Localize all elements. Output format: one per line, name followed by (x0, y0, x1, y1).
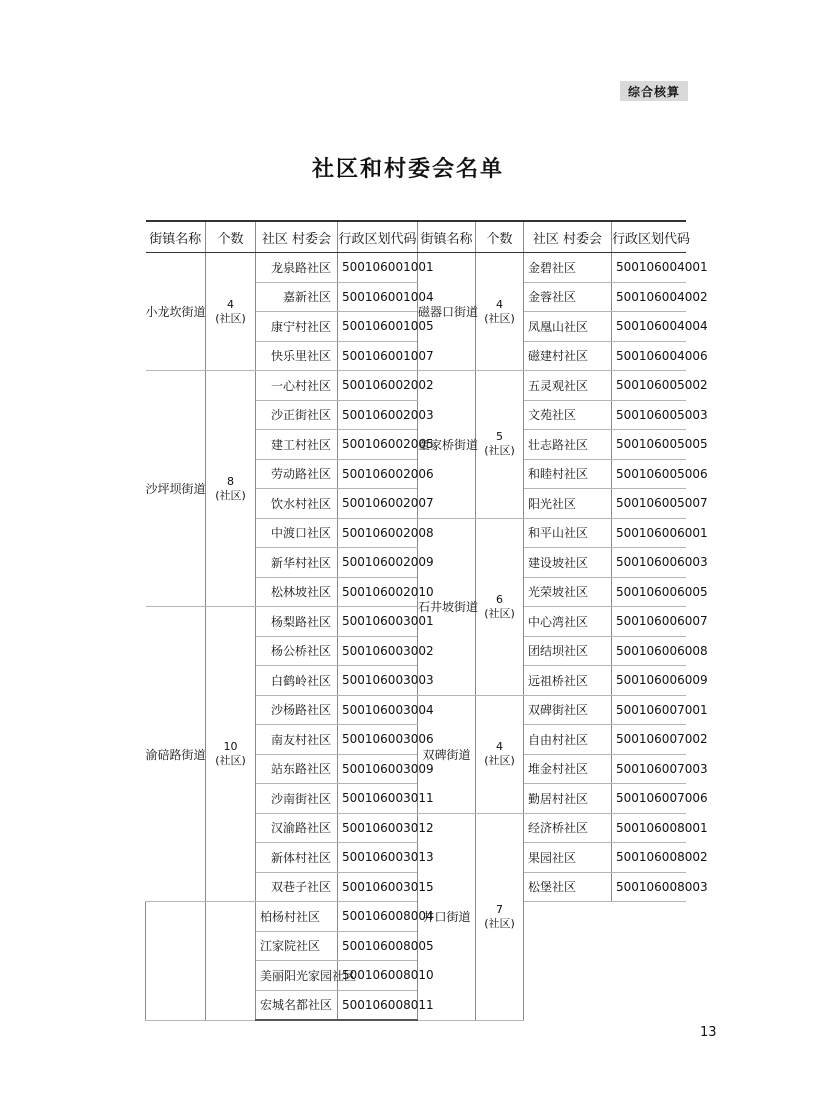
division-code: 500106006007 (612, 607, 686, 637)
count-unit: (社区) (484, 916, 515, 930)
street-name: 沙坪坝街道 (146, 371, 206, 607)
community-name: 五灵观社区 (524, 371, 612, 401)
division-code: 500106002010 (338, 577, 418, 607)
community-name: 江家院社区 (256, 931, 338, 961)
division-code: 500106003006 (338, 725, 418, 755)
street-name: 井口街道 (418, 813, 476, 1020)
division-code: 500106002005 (338, 430, 418, 460)
community-name: 团结坝社区 (524, 636, 612, 666)
community-name: 劳动路社区 (256, 459, 338, 489)
count-value: 8 (227, 474, 234, 488)
count-value: 6 (496, 592, 503, 606)
division-code: 500106003001 (338, 607, 418, 637)
header-code: 行政区划代码 (338, 221, 418, 253)
community-name: 美丽阳光家园社区 (256, 961, 338, 991)
division-code: 500106002002 (338, 371, 418, 401)
division-code: 500106001004 (338, 282, 418, 312)
header-street: 街镇名称 (146, 221, 206, 253)
section-badge: 综合核算 (620, 81, 688, 101)
count-unit: (社区) (484, 311, 515, 325)
division-code: 500106003002 (338, 636, 418, 666)
community-name: 中心湾社区 (524, 607, 612, 637)
community-name: 果园社区 (524, 843, 612, 873)
count-cell (476, 371, 524, 519)
division-code: 500106008002 (612, 843, 686, 873)
community-name: 柏杨村社区 (256, 902, 338, 932)
community-name: 松堡社区 (524, 872, 612, 902)
division-code: 500106003009 (338, 754, 418, 784)
division-code: 500106001005 (338, 312, 418, 342)
page-number: 13 (700, 1025, 717, 1040)
count-value: 10 (223, 740, 238, 753)
division-code: 500106002003 (338, 400, 418, 430)
table-row (146, 902, 686, 932)
street-name: 童家桥街道 (418, 371, 476, 519)
community-name: 壮志路社区 (524, 430, 612, 460)
count-unit: (社区) (215, 311, 246, 325)
community-name: 快乐里社区 (256, 341, 338, 371)
table-row (146, 253, 686, 283)
community-name: 松林坡社区 (256, 577, 338, 607)
street-name: 渝碚路街道 (146, 607, 206, 902)
division-code: 500106002006 (338, 459, 418, 489)
community-name: 中渡口社区 (256, 518, 338, 548)
community-name: 建工村社区 (256, 430, 338, 460)
division-code: 500106007001 (612, 695, 686, 725)
division-code: 500106001007 (338, 341, 418, 371)
division-code: 500106005005 (612, 430, 686, 460)
community-name: 嘉新社区 (256, 282, 338, 312)
community-name: 一心村社区 (256, 371, 338, 401)
table-row (146, 607, 686, 637)
community-name: 白鹤岭社区 (256, 666, 338, 696)
count-cell (206, 253, 256, 371)
community-name: 建设坡社区 (524, 548, 612, 578)
community-name: 宏城名都社区 (256, 990, 338, 1020)
community-name: 杨梨路社区 (256, 607, 338, 637)
division-code: 500106006008 (612, 636, 686, 666)
division-code: 500106008010 (338, 961, 418, 991)
community-name: 杨公桥社区 (256, 636, 338, 666)
count-unit: (社区) (484, 754, 515, 767)
community-name: 堆金村社区 (524, 754, 612, 784)
division-code: 500106005007 (612, 489, 686, 519)
community-name: 金碧社区 (524, 253, 612, 283)
count-cell (476, 813, 524, 1020)
community-name: 经济桥社区 (524, 813, 612, 843)
count-cell (476, 695, 524, 813)
division-code: 500106006001 (612, 518, 686, 548)
division-code: 500106008001 (612, 813, 686, 843)
community-name: 汉渝路社区 (256, 813, 338, 843)
division-code: 500106007002 (612, 725, 686, 755)
division-code: 500106006003 (612, 548, 686, 578)
community-name: 文苑社区 (524, 400, 612, 430)
street-name: 石井坡街道 (418, 518, 476, 695)
community-name: 沙正街社区 (256, 400, 338, 430)
count-cell (476, 253, 524, 371)
division-code: 500106002007 (338, 489, 418, 519)
table-header-row (146, 221, 686, 253)
community-name: 光荣坡社区 (524, 577, 612, 607)
division-code: 500106003011 (338, 784, 418, 814)
division-code: 500106002008 (338, 518, 418, 548)
empty-cell (206, 902, 256, 1021)
community-name: 站东路社区 (256, 754, 338, 784)
count-value: 7 (496, 902, 503, 916)
division-code: 500106007003 (612, 754, 686, 784)
count-cell (206, 607, 256, 902)
division-code: 500106008004 (338, 902, 418, 932)
community-name: 饮水村社区 (256, 489, 338, 519)
community-name: 凤凰山社区 (524, 312, 612, 342)
community-name: 康宁村社区 (256, 312, 338, 342)
division-code: 500106001001 (338, 253, 418, 283)
header-street-2: 街镇名称 (418, 221, 476, 253)
community-name: 南友村社区 (256, 725, 338, 755)
count-value: 4 (496, 740, 503, 753)
community-name: 金蓉社区 (524, 282, 612, 312)
table-row (146, 371, 686, 401)
count-value: 4 (227, 297, 234, 311)
division-code: 500106003015 (338, 872, 418, 902)
division-code: 500106005002 (612, 371, 686, 401)
division-code: 500106006009 (612, 666, 686, 696)
community-name: 双巷子社区 (256, 872, 338, 902)
division-code: 500106004002 (612, 282, 686, 312)
division-code: 500106005003 (612, 400, 686, 430)
community-name: 新体村社区 (256, 843, 338, 873)
community-name: 远祖桥社区 (524, 666, 612, 696)
division-code: 500106006005 (612, 577, 686, 607)
count-cell (476, 518, 524, 695)
division-code: 500106007006 (612, 784, 686, 814)
community-table (145, 220, 708, 1021)
street-name: 双碑街道 (418, 695, 476, 813)
division-code: 500106004006 (612, 341, 686, 371)
count-unit: (社区) (215, 754, 246, 767)
division-code: 500106008011 (338, 990, 418, 1020)
count-cell (206, 371, 256, 607)
page-title: 社区和村委会名单 (311, 156, 504, 182)
division-code: 500106008003 (612, 872, 686, 902)
division-code: 500106003004 (338, 695, 418, 725)
community-name: 龙泉路社区 (256, 253, 338, 283)
community-name: 和睦村社区 (524, 459, 612, 489)
header-code-2: 行政区划代码 (612, 221, 686, 253)
count-unit: (社区) (484, 606, 515, 620)
division-code: 500106004001 (612, 253, 686, 283)
division-code: 500106003012 (338, 813, 418, 843)
community-name: 和平山社区 (524, 518, 612, 548)
division-code: 500106004004 (612, 312, 686, 342)
street-name: 小龙坎街道 (146, 253, 206, 371)
count-value: 4 (496, 297, 503, 311)
community-name: 自由村社区 (524, 725, 612, 755)
header-count-2: 个数 (476, 221, 524, 253)
header-community: 社区 村委会 (256, 221, 338, 253)
community-name: 新华村社区 (256, 548, 338, 578)
community-name: 沙南街社区 (256, 784, 338, 814)
count-value: 5 (496, 430, 503, 444)
division-code: 500106002009 (338, 548, 418, 578)
community-name: 磁建村社区 (524, 341, 612, 371)
header-count: 个数 (206, 221, 256, 253)
community-name: 阳光社区 (524, 489, 612, 519)
count-unit: (社区) (484, 444, 515, 458)
division-code: 500106003013 (338, 843, 418, 873)
community-name: 双碑街社区 (524, 695, 612, 725)
street-name: 磁器口街道 (418, 253, 476, 371)
community-name: 沙杨路社区 (256, 695, 338, 725)
division-code: 500106008005 (338, 931, 418, 961)
division-code: 500106005006 (612, 459, 686, 489)
community-name: 勤居村社区 (524, 784, 612, 814)
empty-cell (146, 902, 206, 1021)
count-unit: (社区) (215, 488, 246, 502)
division-code: 500106003003 (338, 666, 418, 696)
header-community-2: 社区 村委会 (524, 221, 612, 253)
